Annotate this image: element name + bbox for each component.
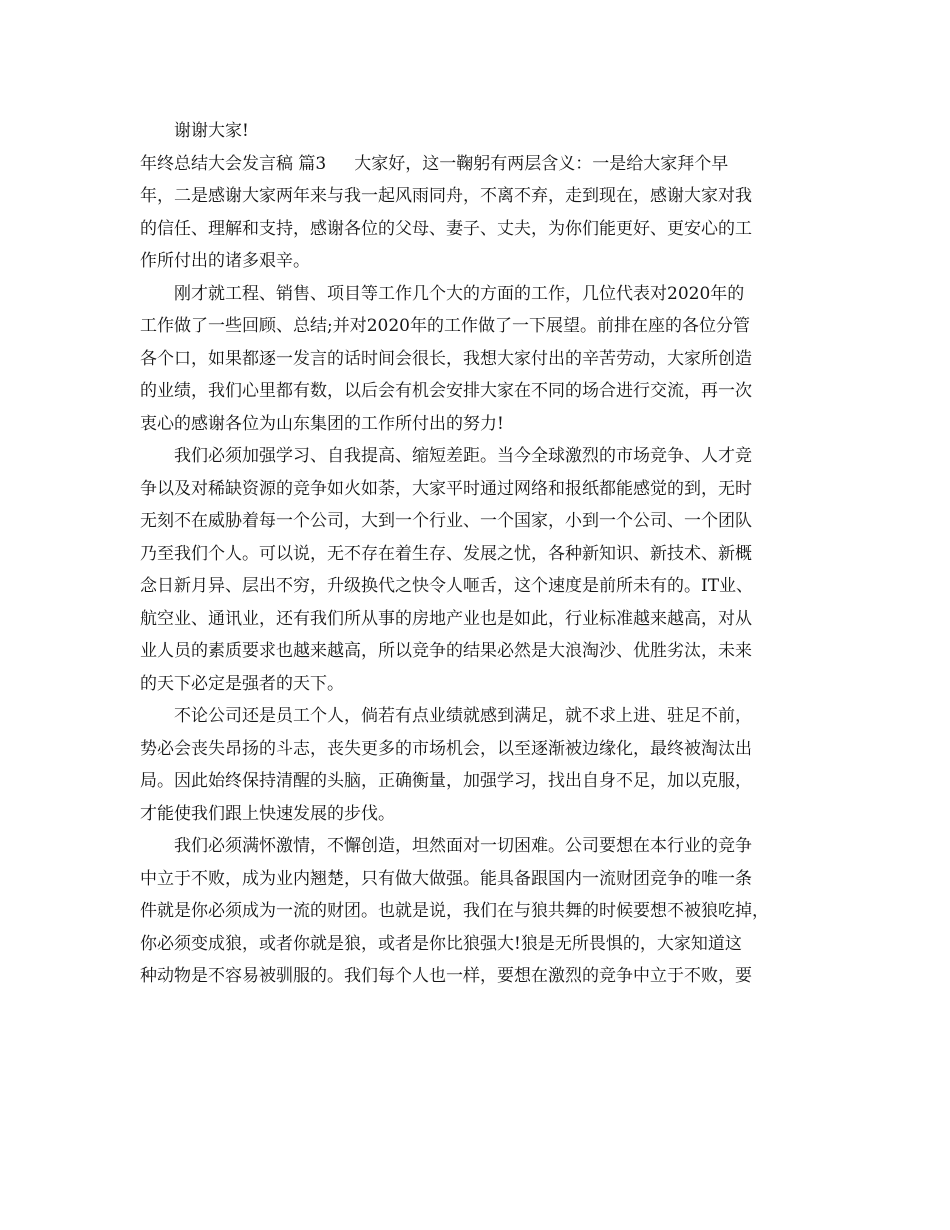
paragraph-5-line-4: 你必须变成狼，或者你就是狼，或者是你比狼强大!狼是无所畏惧的，大家知道这 (140, 933, 742, 954)
document-body (140, 115, 812, 993)
section-title-line (140, 148, 812, 181)
paragraph-2-line-1: 刚才就工程、销售、项目等工作几个大的方面的工作，几位代表对2020年的 (174, 283, 745, 304)
paragraph-2-line-4: 的业绩，我们心里都有数，以后会有机会安排大家在不同的场合进行交流，再一次 (140, 381, 752, 401)
paragraph-3-line-6: 航空业、通讯业，还有我们所从事的房地产业也是如此，行业标准越来越高，对从 (140, 608, 752, 629)
paragraph-5-line-5: 种动物是不容易被驯服的。我们每个人也一样，要想在激烈的竞争中立于不败，要 (140, 966, 752, 986)
paragraph-4-line-1: 不论公司还是员工个人，倘若有点业绩就感到满足，就不求上进、驻足不前， (174, 706, 752, 726)
paragraph-1-line-1: 大家好，这一鞠躬有两层含义：一是给大家拜个早 (354, 153, 729, 174)
closing-line: 谢谢大家! (174, 121, 249, 141)
paragraph-3-line-7: 业人员的素质要求也越来越高，所以竞争的结果必然是大浪淘沙、优胜劣汰，未来 (140, 641, 752, 661)
paragraph-1-line-4: 作所付出的诸多艰辛。 (140, 251, 310, 271)
paragraph-5-line-3: 件就是你必须成为一流的财团。也就是说，我们在与狼共舞的时候要想不被狼吃掉， (140, 901, 769, 921)
paragraph-3-line-2: 争以及对稀缺资源的竞争如火如荼，大家平时通过网络和报纸都能感觉的到，无时 (140, 478, 752, 499)
paragraph-2-line-5: 衷心的感谢各位为山东集团的工作所付出的努力! (140, 413, 504, 434)
paragraph-4-line-4: 才能使我们跟上快速发展的步伐。 (140, 803, 395, 824)
paragraph-5-line-1: 我们必须满怀激情，不懈创造，坦然面对一切困难。公司要想在本行业的竞争 (174, 836, 752, 856)
paragraph-3-line-1: 我们必须加强学习、自我提高、缩短差距。当今全球激烈的市场竞争、人才竞 (174, 446, 752, 466)
paragraph-1-line-3: 的信任、理解和支持，感谢各位的父母、妻子、丈夫，为你们能更好、更安心的工 (140, 218, 752, 239)
paragraph-4-line-2: 势必会丧失昂扬的斗志，丧失更多的市场机会，以至逐渐被边缘化，最终被淘汰出 (140, 738, 752, 759)
paragraph-3-line-5: 念日新月异、层出不穷，升级换代之快令人咂舌，这个速度是前所未有的。IT业、 (140, 576, 754, 596)
paragraph-3-line-3: 无刻不在威胁着每一个公司，大到一个行业、一个国家，小到一个公司、一个团队 (140, 511, 752, 531)
paragraph-1-line-2: 年，二是感谢大家两年来与我一起风雨同舟，不离不弃，走到现在，感谢大家对我 (140, 186, 752, 206)
paragraph-2-line-2: 工作做了一些回顾、总结;并对2020年的工作做了一下展望。前排在座的各位分管 (140, 316, 750, 336)
paragraph-5-line-2: 中立于不败，成为业内翘楚，只有做大做强。能具备跟国内一流财团竞争的唯一条 (140, 868, 752, 889)
paragraph-2-line-3: 各个口，如果都逐一发言的话时间会很长，我想大家付出的辛苦劳动，大家所创造 (140, 348, 752, 369)
section-title: 年终总结大会发言稿 篇3 (140, 153, 327, 174)
paragraph-3-line-8: 的天下必定是强者的天下。 (140, 673, 344, 694)
paragraph-3-line-4: 乃至我们个人。可以说，无不存在着生存、发展之忧，各种新知识、新技术、新概 (140, 543, 752, 564)
paragraph-4-line-3: 局。因此始终保持清醒的头脑，正确衡量，加强学习，找出自身不足，加以克服， (140, 771, 752, 791)
